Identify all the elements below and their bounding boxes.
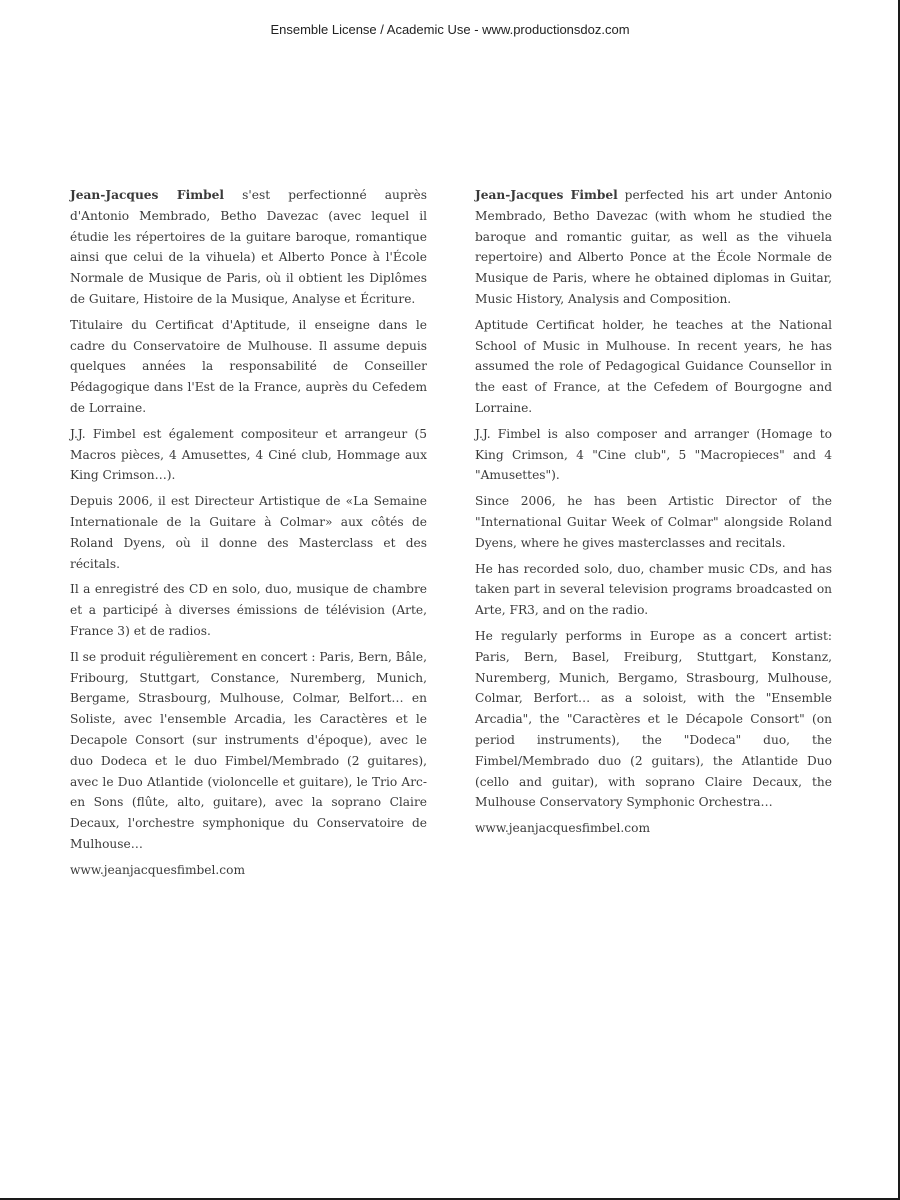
french-column: [70, 185, 427, 886]
english-column: [475, 185, 832, 844]
en-paragraph-6: He regularly performs in Europe as a concert artist: Paris, Bern, Basel, Freiburg, Stuttgart, Konstanz, Nuremberg, Munich, Bergamo, Strasbourg, Mulhouse, Colmar, Berfort… as a soloist, with the "Ensemble Arcadia", the "Caractères et le Décapole Consort" (on period instruments), the "Dodeca" duo, the Fimbel/Membrado duo (2 guitars), the Atlantide Duo (cello and guitar), with soprano Claire Decaux, the Mulhouse Conservatory Symphonic Orchestra…: [475, 628, 832, 810]
fr-website-url: www.jeanjacquesfimbel.com: [70, 862, 246, 877]
fr-paragraph-3: J.J. Fimbel est également compositeur et arrangeur (5 Macros pièces, 4 Amusettes, 4 Ciné club, Hommage aux King Crimson…).: [70, 426, 427, 483]
fr-paragraph-1: [70, 185, 427, 310]
en-paragraph-3: J.J. Fimbel is also composer and arranger (Homage to King Crimson, 4 "Cine club", 5 "Macropieces" and 4 "Amusettes").: [475, 426, 832, 483]
fr-paragraph-5: Il a enregistré des CD en solo, duo, musique de chambre et a participé à diverses émissions de télévision (Arte, France 3) et de radios.: [70, 582, 427, 638]
fr-paragraph-4: Depuis 2006, il est Directeur Artistique de «La Semaine Internationale de la Guitare à Colmar» aux côtés de Roland Dyens, où il donne des Masterclass et des récitals.: [70, 494, 427, 571]
en-paragraph-1-text: perfected his art under Antonio Membrado, Betho Davezac (with whom he studied the baroque and romantic guitar, as well as the vihuela repertoire) and Alberto Ponce at the École Normale de Musique de Paris, where he obtained diplomas in Guitar, Music History, Analysis and Composition.: [475, 188, 833, 306]
en-paragraph-2: Aptitude Certificat holder, he teaches at the National School of Music in Mulhouse. In recent years, he has assumed the role of Pedagogical Guidance Counsellor in the east of France, at the Cefedem of Bourgogne and Lorraine.: [475, 317, 832, 415]
fr-paragraph-2: Titulaire du Certificat d'Aptitude, il enseigne dans le cadre du Conservatoire de Mulhouse. Il assume depuis quelques années la responsabilité de Conseiller Pédagogique dans l'Est de la France, auprès du Cefedem de Lorraine.: [70, 317, 427, 415]
fr-paragraph-1-text: s'est perfectionné auprès d'Antonio Membrado, Betho Davezac (avec lequel il étudie les répertoires de la guitare baroque, romantique ainsi que celui de la vihuela) et Alberto Ponce à l'École Normale de Musique de Paris, où il obtient les Diplômes de Guitare, Histoire de la Musique, Analyse et Écriture.: [70, 188, 427, 306]
license-header: Ensemble License / Academic Use - www.productionsdoz.com: [270, 22, 630, 37]
en-paragraph-5: He has recorded solo, duo, chamber music CDs, and has taken part in several television programs broadcasted on Arte, FR3, and on the radio.: [475, 561, 832, 618]
en-paragraph-1: [475, 185, 832, 310]
en-artist-name: Jean-Jacques Fimbel: [475, 188, 618, 202]
fr-paragraph-6: Il se produit régulièrement en concert : Paris, Bern, Bâle, Fribourg, Stuttgart, Constance, Nuremberg, Munich, Bergame, Strasbourg, Mulhouse, Colmar, Belfort… en Soliste, avec l'ensemble Arcadia, les Caractères et le Decapole Consort (sur instruments d'époque), avec le duo Dodeca et le duo Fimbel/Membrado (2 guitares), avec le Duo Atlantide (violoncelle et guitare), le Trio Arc-en Sons (flûte, alto, guitare), avec la soprano Claire Decaux, l'orchestre symphonique du Conservatoire de Mulhouse…: [70, 649, 427, 851]
fr-artist-name: Jean-Jacques Fimbel: [70, 188, 224, 202]
en-paragraph-4: Since 2006, he has been Artistic Director of the "International Guitar Week of Colmar" alongside Roland Dyens, where he gives masterclasses and recitals.: [475, 494, 832, 550]
en-website-url: www.jeanjacquesfimbel.com: [475, 821, 651, 836]
